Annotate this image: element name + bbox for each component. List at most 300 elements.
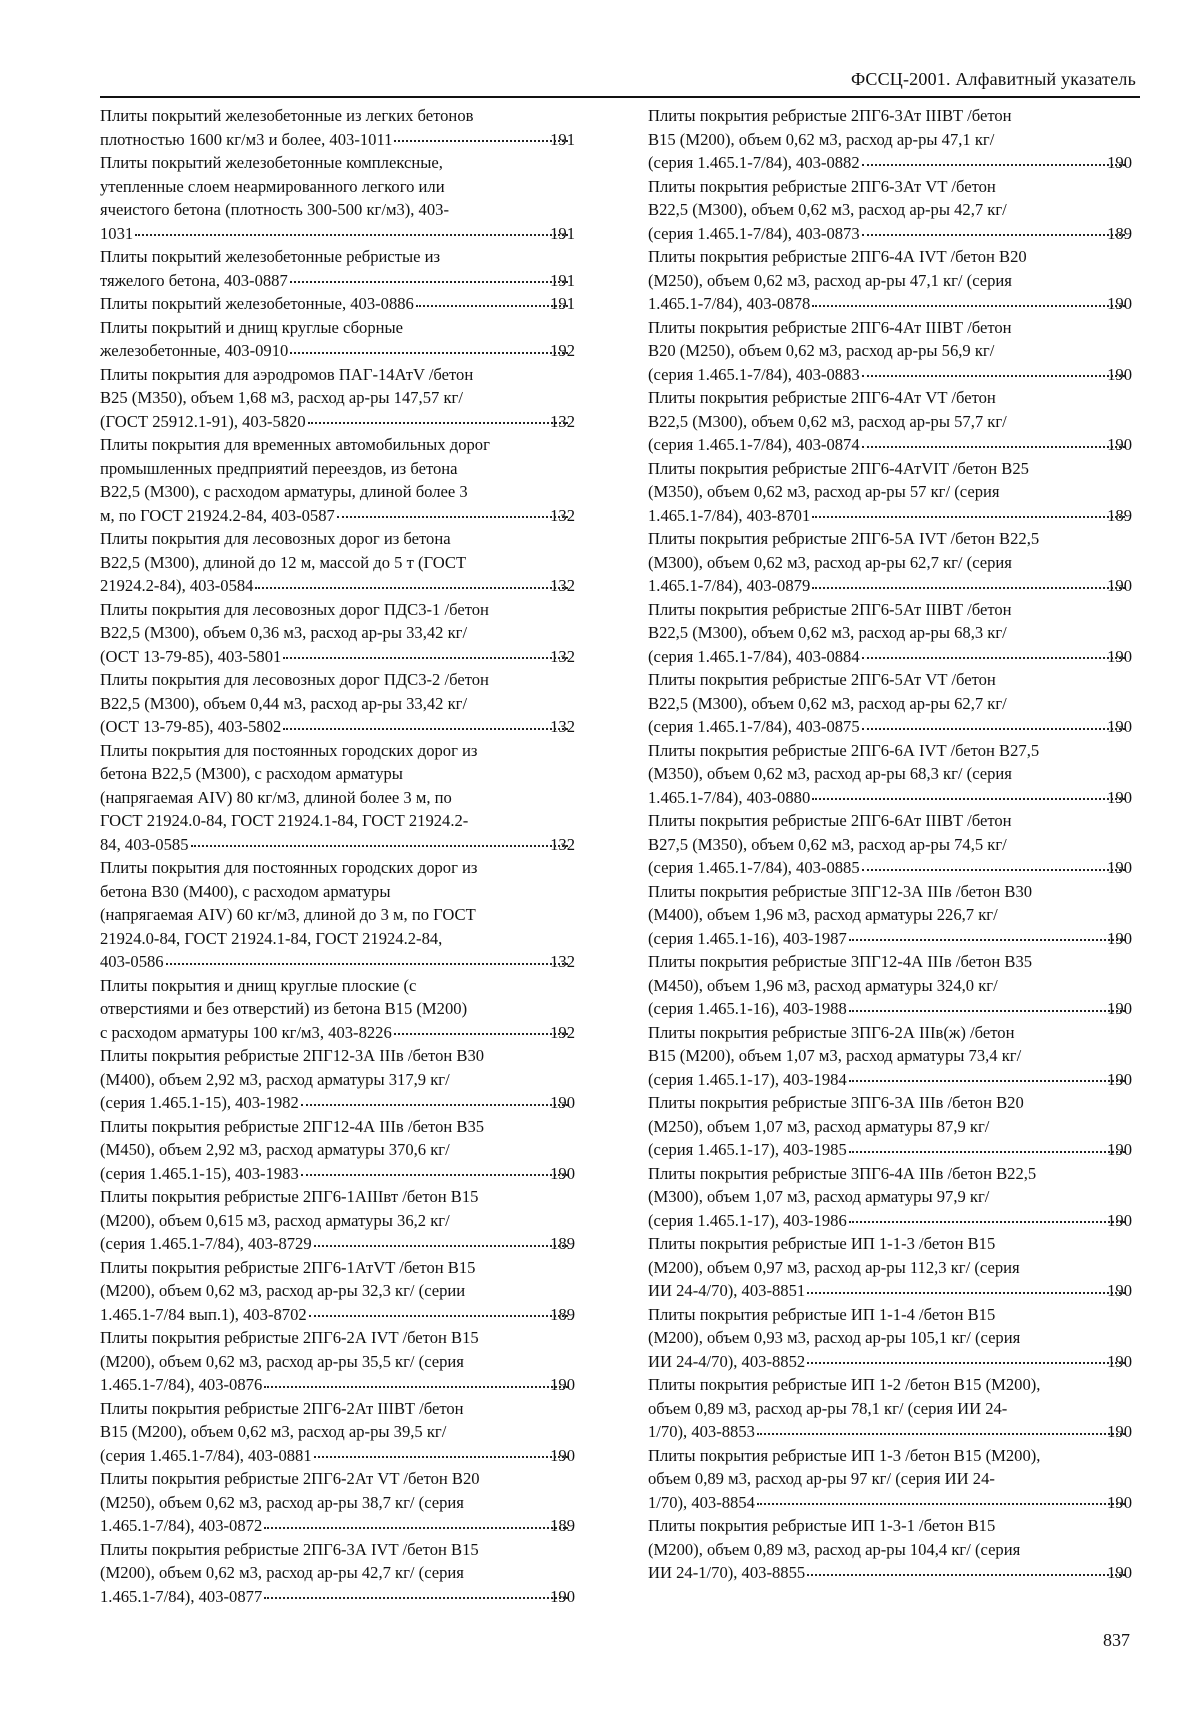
index-entry <box>648 175 1132 246</box>
entry-line: 1.465.1-7/84), 403-0878 <box>648 294 811 313</box>
dot-leader <box>807 1362 1125 1364</box>
dot-leader <box>394 1033 568 1035</box>
entry-last-line <box>100 645 575 669</box>
entry-line: Плиты покрытия ребристые 2ПГ12-3А IIIв /бетон B30 <box>100 1046 485 1065</box>
entry-last-line <box>100 1232 575 1256</box>
entry-page-ref: 189 <box>550 1304 575 1324</box>
index-entry <box>100 527 575 598</box>
dot-leader <box>812 305 1125 307</box>
dot-leader <box>264 1597 568 1599</box>
entry-page-ref: 132 <box>550 834 575 854</box>
entry-page-ref: 132 <box>550 717 575 736</box>
index-entry <box>648 386 1132 457</box>
entry-line: Плиты покрытия ребристые 2ПГ6-4А IVT /бетон B20 <box>648 247 1027 266</box>
entry-last-line <box>648 1561 1132 1585</box>
entry-line: тяжелого бетона, 403-0887 <box>100 270 288 290</box>
index-entry <box>648 1514 1132 1585</box>
index-entry <box>648 457 1132 528</box>
dot-leader <box>849 1010 1125 1012</box>
dot-leader <box>301 1174 568 1176</box>
entry-last-line <box>648 151 1132 175</box>
entry-line: Плиты покрытия ребристые ИП 1-1-3 /бетон B15 <box>648 1234 996 1253</box>
entry-page-ref: 191 <box>550 270 575 290</box>
dot-leader <box>394 140 568 142</box>
entry-line: 1.465.1-7/84), 403-0872 <box>100 1516 263 1535</box>
dot-leader <box>314 1456 568 1458</box>
dot-leader <box>264 1527 568 1529</box>
entry-last-line <box>100 1585 575 1609</box>
entry-page-ref: 190 <box>1107 1492 1132 1512</box>
entry-line: бетона B30 (M400), с расходом арматуры <box>100 881 391 901</box>
dot-leader <box>849 939 1125 941</box>
entry-last-line <box>648 292 1132 316</box>
entry-line: (серия 1.465.1-7/84), 403-0883 <box>648 364 860 384</box>
entry-line: B22,5 (M300), объем 0,62 м3, расход ар-ры 68,3 кг/ <box>648 623 1007 642</box>
dot-leader <box>264 1386 568 1388</box>
dot-leader <box>812 516 1125 518</box>
entry-page-ref: 191 <box>550 129 575 149</box>
entry-page-ref: 190 <box>1107 646 1132 666</box>
index-entry <box>100 151 575 245</box>
entry-line: (M400), объем 2,92 м3, расход арматуры 317,9 кг/ <box>100 1069 450 1089</box>
index-entry <box>100 363 575 434</box>
entry-page-ref: 189 <box>1107 505 1132 525</box>
entry-line: 1/70), 403-8854 <box>648 1492 755 1512</box>
entry-last-line <box>648 1350 1132 1374</box>
entry-page-ref: 190 <box>550 1586 575 1606</box>
entry-line: отверстиями и без отверстий) из бетона B15 (M200) <box>100 999 468 1018</box>
entry-page-ref: 190 <box>1107 1210 1132 1230</box>
index-column-left <box>100 104 575 1608</box>
entry-page-ref: 190 <box>550 1163 575 1183</box>
index-entry <box>648 950 1132 1021</box>
index-entry <box>100 1467 575 1538</box>
entry-line: (серия 1.465.1-17), 403-1985 <box>648 1140 847 1159</box>
entry-last-line <box>648 222 1132 246</box>
index-entry <box>648 245 1132 316</box>
index-entry <box>648 809 1132 880</box>
index-entry <box>100 668 575 739</box>
dot-leader <box>191 845 569 847</box>
dot-leader <box>807 1292 1125 1294</box>
entry-line: Плиты покрытия ребристые 2ПГ6-3Ат IIIВТ /бетон <box>648 106 1012 125</box>
dot-leader <box>308 422 568 424</box>
dot-leader <box>849 1221 1125 1223</box>
entry-line: B22,5 (M300), объем 0,62 м3, расход ар-ры 57,7 кг/ <box>648 411 1007 431</box>
entry-line: (M350), объем 0,62 м3, расход ар-ры 57 кг/ (серия <box>648 482 1000 501</box>
entry-line: B15 (M200), объем 0,62 м3, расход ар-ры 47,1 кг/ <box>648 129 995 149</box>
entry-page-ref: 190 <box>1107 1563 1132 1582</box>
index-entry <box>648 1091 1132 1162</box>
entry-last-line <box>648 645 1132 669</box>
entry-line: (ОСТ 13-79-85), 403-5802 <box>100 717 282 736</box>
entry-page-ref: 191 <box>550 294 575 313</box>
dot-leader <box>135 234 568 236</box>
page-header <box>100 66 1140 98</box>
entry-last-line <box>100 1091 575 1115</box>
index-entry <box>100 433 575 527</box>
entry-last-line <box>648 433 1132 457</box>
entry-line: B22,5 (M300), объем 0,62 м3, расход ар-ры 62,7 кг/ <box>648 693 1007 713</box>
dot-leader <box>862 164 1125 166</box>
entry-line: Плиты покрытия ребристые 2ПГ6-3Ат VT /бетон <box>648 176 996 196</box>
entry-line: Плиты покрытия для постоянных городских дорог из <box>100 858 478 877</box>
entry-line: Плиты покрытий и днищ круглые сборные <box>100 317 404 337</box>
index-entry <box>100 1538 575 1609</box>
dot-leader <box>862 728 1125 730</box>
entry-page-ref: 132 <box>550 505 575 525</box>
entry-line: Плиты покрытия ребристые ИП 1-3-1 /бетон B15 <box>648 1516 996 1535</box>
dot-leader <box>812 798 1125 800</box>
index-entry <box>100 245 575 292</box>
entry-line: Плиты покрытия ребристые 2ПГ6-4Ат IIIВТ /бетон <box>648 317 1012 337</box>
entry-line: (серия 1.465.1-7/84), 403-0873 <box>648 223 860 243</box>
entry-last-line <box>648 1209 1132 1233</box>
entry-page-ref: 190 <box>1107 294 1132 313</box>
entry-last-line <box>100 1373 575 1397</box>
entry-line: 21924.0-84, ГОСТ 21924.1-84, ГОСТ 21924.2-84, <box>100 928 443 948</box>
entry-line: Плиты покрытия ребристые ИП 1-1-4 /бетон B15 <box>648 1304 996 1324</box>
dot-leader <box>337 516 568 518</box>
entry-line: железобетонные, 403-0910 <box>100 341 289 360</box>
entry-page-ref: 189 <box>1107 223 1132 243</box>
entry-line: 1.465.1-7/84), 403-0879 <box>648 576 811 595</box>
entry-last-line <box>648 856 1132 880</box>
entry-line: (M200), объем 0,62 м3, расход ар-ры 32,3 кг/ (серии <box>100 1281 466 1300</box>
entry-line: (серия 1.465.1-7/84), 403-8729 <box>100 1234 312 1253</box>
index-entry <box>648 739 1132 810</box>
entry-line: (серия 1.465.1-7/84), 403-0885 <box>648 858 860 877</box>
entry-last-line <box>100 1444 575 1468</box>
entry-page-ref: 190 <box>1107 787 1132 807</box>
dot-leader <box>862 869 1125 871</box>
entry-line: ячеистого бетона (плотность 300-500 кг/м3), 403- <box>100 200 449 219</box>
entry-last-line <box>648 786 1132 810</box>
entry-line: ИИ 24-4/70), 403-8852 <box>648 1351 806 1371</box>
dot-leader <box>862 234 1125 236</box>
entry-page-ref: 190 <box>1107 364 1132 384</box>
index-entry <box>648 1373 1132 1444</box>
entry-page-ref: 190 <box>1107 1069 1132 1089</box>
entry-last-line <box>648 1491 1132 1515</box>
entry-last-line <box>100 222 575 246</box>
entry-line: Плиты покрытий железобетонные, 403-0886 <box>100 294 414 313</box>
entry-page-ref: 190 <box>1107 576 1132 595</box>
entry-line: Плиты покрытия для лесовозных дорог из бетона <box>100 529 451 548</box>
entry-line: B20 (M250), объем 0,62 м3, расход ар-ры 56,9 кг/ <box>648 341 995 360</box>
entry-line: (напрягаемая AIV) 60 кг/м3, длиной до 3 м, по ГОСТ <box>100 905 476 924</box>
dot-leader <box>757 1503 1125 1505</box>
entry-line: (серия 1.465.1-16), 403-1987 <box>648 928 847 948</box>
entry-line: 84, 403-0585 <box>100 834 189 854</box>
index-entry <box>648 1303 1132 1374</box>
entry-line: Плиты покрытий железобетонные комплексные, <box>100 153 443 172</box>
entry-page-ref: 190 <box>550 1093 575 1112</box>
entry-line: 1.465.1-7/84 вып.1), 403-8702 <box>100 1304 307 1324</box>
entry-last-line <box>648 927 1132 951</box>
entry-last-line <box>100 574 575 598</box>
entry-page-ref: 189 <box>550 1234 575 1253</box>
entry-last-line <box>648 504 1132 528</box>
entry-last-line <box>648 715 1132 739</box>
dot-leader <box>807 1574 1125 1576</box>
entry-page-ref: 190 <box>1107 717 1132 736</box>
index-entry <box>648 1232 1132 1303</box>
entry-line: Плиты покрытия ребристые 3ПГ6-4А IIIв /бетон B22,5 <box>648 1163 1037 1183</box>
entry-page-ref: 190 <box>1107 928 1132 948</box>
entry-line: (ГОСТ 25912.1-91), 403-5820 <box>100 411 306 431</box>
entry-line: (серия 1.465.1-17), 403-1984 <box>648 1069 847 1089</box>
entry-page-ref: 132 <box>550 576 575 595</box>
entry-page-ref: 132 <box>550 952 575 971</box>
entry-page-ref: 190 <box>1107 1351 1132 1371</box>
entry-line: Плиты покрытия ребристые 3ПГ12-4А IIIв /бетон B35 <box>648 952 1033 971</box>
entry-line: Плиты покрытия ребристые 2ПГ6-3А IVT /бетон B15 <box>100 1539 479 1559</box>
entry-last-line <box>100 269 575 293</box>
dot-leader <box>283 728 568 730</box>
entry-line: (M450), объем 1,96 м3, расход арматуры 324,0 кг/ <box>648 975 998 995</box>
entry-last-line <box>100 504 575 528</box>
entry-line: Плиты покрытия ребристые 2ПГ6-4АтVIT /бетон B25 <box>648 458 1029 478</box>
entry-line: Плиты покрытия ребристые 2ПГ6-6Ат IIIВТ /бетон <box>648 811 1012 830</box>
entry-last-line <box>100 833 575 857</box>
entry-page-ref: 190 <box>550 1445 575 1465</box>
entry-page-ref: 192 <box>550 1022 575 1042</box>
entry-line: B15 (M200), объем 0,62 м3, расход ар-ры 39,5 кг/ <box>100 1422 447 1441</box>
entry-line: 1.465.1-7/84), 403-0876 <box>100 1375 263 1394</box>
entry-line: бетона B22,5 (M300), с расходом арматуры <box>100 764 403 783</box>
entry-line: объем 0,89 м3, расход ар-ры 78,1 кг/ (серия ИИ 24- <box>648 1398 1008 1418</box>
entry-line: Плиты покрытия ребристые 2ПГ6-5А IVT /бетон B22,5 <box>648 529 1040 548</box>
entry-line: B15 (M200), объем 1,07 м3, расход арматуры 73,4 кг/ <box>648 1046 1022 1065</box>
entry-line: промышленных предприятий переездов, из бетона <box>100 458 458 478</box>
index-entry <box>648 880 1132 951</box>
entry-page-ref: 189 <box>550 1516 575 1535</box>
dot-leader <box>862 657 1125 659</box>
index-entry <box>648 1021 1132 1092</box>
entry-last-line <box>648 997 1132 1021</box>
entry-line: B27,5 (M350), объем 0,62 м3, расход ар-ры 74,5 кг/ <box>648 834 1007 854</box>
entry-page-ref: 132 <box>550 411 575 431</box>
entry-line: (серия 1.465.1-7/84), 403-0882 <box>648 153 860 172</box>
entry-page-ref: 190 <box>1107 858 1132 877</box>
entry-line: (M250), объем 1,07 м3, расход арматуры 87,9 кг/ <box>648 1116 990 1136</box>
entry-line: Плиты покрытия для постоянных городских дорог из <box>100 740 478 760</box>
entry-line: Плиты покрытия ребристые 2ПГ6-2Ат VT /бетон B20 <box>100 1469 480 1488</box>
entry-line: ИИ 24-1/70), 403-8855 <box>648 1563 806 1582</box>
entry-line: 1.465.1-7/84), 403-8701 <box>648 505 811 525</box>
entry-line: Плиты покрытия ребристые 2ПГ6-5Ат VT /бетон <box>648 670 996 689</box>
entry-line: (серия 1.465.1-15), 403-1982 <box>100 1093 299 1112</box>
entry-line: 21924.2-84), 403-0584 <box>100 576 254 595</box>
entry-last-line <box>648 1138 1132 1162</box>
dot-leader <box>862 446 1125 448</box>
index-entry <box>100 1326 575 1397</box>
entry-line: (серия 1.465.1-16), 403-1988 <box>648 999 847 1018</box>
entry-line: B22,5 (M300), объем 0,36 м3, расход ар-ры 33,42 кг/ <box>100 623 468 642</box>
entry-line: B22,5 (M300), объем 0,62 м3, расход ар-ры 42,7 кг/ <box>648 200 1007 219</box>
index-entry <box>648 1162 1132 1233</box>
entry-line: с расходом арматуры 100 кг/м3, 403-8226 <box>100 1022 392 1042</box>
entry-line: Плиты покрытия ребристые ИП 1-3 /бетон B15 (M200), <box>648 1445 1041 1465</box>
entry-last-line <box>100 292 575 316</box>
entry-line: плотностью 1600 кг/м3 и более, 403-1011 <box>100 129 393 149</box>
entry-line: (серия 1.465.1-17), 403-1986 <box>648 1210 847 1230</box>
index-entry <box>100 739 575 857</box>
index-entry <box>100 1185 575 1256</box>
index-entry <box>100 1115 575 1186</box>
entry-line: Плиты покрытия ребристые 2ПГ6-1АIIIвт /бетон B15 <box>100 1187 479 1206</box>
entry-line: объем 0,89 м3, расход ар-ры 97 кг/ (серия ИИ 24- <box>648 1469 995 1488</box>
index-entry <box>648 527 1132 598</box>
index-entry <box>100 974 575 1045</box>
entry-line: Плиты покрытия ребристые 2ПГ6-1АтVT /бетон B15 <box>100 1257 476 1277</box>
entry-line: (серия 1.465.1-7/84), 403-0874 <box>648 435 860 454</box>
dot-leader <box>290 281 568 283</box>
index-entry <box>100 1256 575 1327</box>
entry-last-line <box>648 363 1132 387</box>
entry-line: (M300), объем 1,07 м3, расход арматуры 97,9 кг/ <box>648 1187 990 1206</box>
entry-last-line <box>648 1068 1132 1092</box>
dot-leader <box>862 375 1125 377</box>
entry-line: (M200), объем 0,62 м3, расход ар-ры 42,7 кг/ (серия <box>100 1563 464 1582</box>
entry-line: B22,5 (M300), длиной до 12 м, массой до 5 т (ГОСТ <box>100 552 467 572</box>
entry-line: Плиты покрытия ребристые 2ПГ12-4А IIIв /бетон B35 <box>100 1116 485 1136</box>
dot-leader <box>849 1151 1125 1153</box>
entry-line: (M450), объем 2,92 м3, расход арматуры 370,6 кг/ <box>100 1140 450 1159</box>
entry-last-line <box>100 950 575 974</box>
entry-last-line <box>648 1279 1132 1303</box>
entry-last-line <box>100 1303 575 1327</box>
entry-line: Плиты покрытий железобетонные ребристые из <box>100 247 441 266</box>
index-entry <box>100 316 575 363</box>
entry-line: B22,5 (M300), с расходом арматуры, длиной более 3 <box>100 482 468 501</box>
entry-line: 403-0586 <box>100 952 164 971</box>
entry-last-line <box>648 1420 1132 1444</box>
entry-line: (M250), объем 0,62 м3, расход ар-ры 47,1 кг/ (серия <box>648 270 1012 290</box>
entry-line: (серия 1.465.1-15), 403-1983 <box>100 1163 299 1183</box>
entry-line: (M350), объем 0,62 м3, расход ар-ры 68,3 кг/ (серия <box>648 764 1012 783</box>
entry-last-line <box>100 715 575 739</box>
entry-line: утепленные слоем неармированного легкого или <box>100 176 445 196</box>
index-column-right <box>648 104 1132 1585</box>
entry-line: м, по ГОСТ 21924.2-84, 403-0587 <box>100 505 335 525</box>
index-entry <box>100 104 575 151</box>
index-entry <box>100 1397 575 1468</box>
entry-line: Плиты покрытия ребристые 3ПГ6-2А IIIв(ж) /бетон <box>648 1022 1015 1042</box>
dot-leader <box>416 305 568 307</box>
entry-line: (M200), объем 0,62 м3, расход ар-ры 35,5 кг/ (серия <box>100 1351 464 1371</box>
header-title: ФССЦ-2001. Алфавитный указатель <box>850 69 1136 89</box>
entry-page-ref: 190 <box>1107 153 1132 172</box>
entry-line: Плиты покрытия ребристые 2ПГ6-2А IVT /бетон B15 <box>100 1328 479 1347</box>
dot-leader <box>314 1245 568 1247</box>
dot-leader <box>849 1080 1125 1082</box>
entry-last-line <box>648 574 1132 598</box>
entry-line: (серия 1.465.1-7/84), 403-0875 <box>648 717 860 736</box>
dot-leader <box>166 963 569 965</box>
entry-last-line <box>100 1162 575 1186</box>
entry-line: Плиты покрытия ребристые 2ПГ6-5Ат IIIВТ /бетон <box>648 599 1012 619</box>
entry-page-ref: 192 <box>550 341 575 360</box>
index-entry <box>100 598 575 669</box>
entry-page-ref: 190 <box>1107 999 1132 1018</box>
entry-line: ИИ 24-4/70), 403-8851 <box>648 1281 806 1300</box>
entry-line: Плиты покрытия ребристые 3ПГ6-3А IIIв /бетон B20 <box>648 1093 1024 1112</box>
dot-leader <box>283 657 568 659</box>
dot-leader <box>255 587 568 589</box>
entry-line: (M200), объем 0,89 м3, расход ар-ры 104,4 кг/ (серия <box>648 1539 1021 1559</box>
entry-line: (ОСТ 13-79-85), 403-5801 <box>100 646 282 666</box>
entry-line: B25 (M350), объем 1,68 м3, расход ар-ры 147,57 кг/ <box>100 388 463 407</box>
entry-line: Плиты покрытия для лесовозных дорог ПДС3-1 /бетон <box>100 599 489 619</box>
entry-line: (серия 1.465.1-7/84), 403-0884 <box>648 646 860 666</box>
entry-line: Плиты покрытий железобетонные из легких бетонов <box>100 106 474 125</box>
entry-last-line <box>100 128 575 152</box>
index-entry <box>648 316 1132 387</box>
entry-line: Плиты покрытия ребристые 3ПГ12-3А IIIв /бетон B30 <box>648 881 1033 901</box>
entry-page-ref: 190 <box>1107 435 1132 454</box>
entry-last-line <box>100 1514 575 1538</box>
index-entry <box>648 104 1132 175</box>
entry-line: 1031 <box>100 223 134 243</box>
index-entry <box>100 1044 575 1115</box>
entry-last-line <box>100 410 575 434</box>
entry-line: 1/70), 403-8853 <box>648 1422 755 1441</box>
entry-page-ref: 190 <box>1107 1281 1132 1300</box>
entry-line: Плиты покрытия ребристые 2ПГ6-4Ат VT /бетон <box>648 388 996 407</box>
dot-leader <box>812 587 1125 589</box>
entry-line: 1.465.1-7/84), 403-0877 <box>100 1586 263 1606</box>
index-entry <box>648 598 1132 669</box>
entry-line: (M250), объем 0,62 м3, расход ар-ры 38,7 кг/ (серия <box>100 1492 464 1512</box>
entry-page-ref: 191 <box>550 223 575 243</box>
entry-last-line <box>100 339 575 363</box>
entry-page-ref: 190 <box>550 1375 575 1394</box>
entry-line: (напрягаемая AIV) 80 кг/м3, длиной более 3 м, по <box>100 787 452 807</box>
entry-last-line <box>100 1021 575 1045</box>
dot-leader <box>757 1433 1125 1435</box>
entry-line: Плиты покрытия ребристые 2ПГ6-2Ат IIIВТ /бетон <box>100 1398 464 1418</box>
entry-line: (серия 1.465.1-7/84), 403-0881 <box>100 1445 312 1465</box>
index-entry <box>648 1444 1132 1515</box>
page-number: 837 <box>1103 1630 1130 1650</box>
entry-line: B22,5 (M300), объем 0,44 м3, расход ар-ры 33,42 кг/ <box>100 693 468 713</box>
entry-line: Плиты покрытия для аэродромов ПАГ-14АтV /бетон <box>100 364 474 384</box>
entry-line: (M400), объем 1,96 м3, расход арматуры 226,7 кг/ <box>648 905 998 924</box>
index-entry <box>100 856 575 974</box>
index-entry <box>100 292 575 316</box>
entry-line: (M200), объем 0,97 м3, расход ар-ры 112,3 кг/ (серия <box>648 1257 1020 1277</box>
entry-line: Плиты покрытия для временных автомобильных дорог <box>100 435 490 454</box>
entry-line: Плиты покрытия и днищ круглые плоские (с <box>100 975 417 995</box>
dot-leader <box>290 352 568 354</box>
dot-leader <box>309 1315 568 1317</box>
entry-page-ref: 132 <box>550 646 575 666</box>
entry-line: ГОСТ 21924.0-84, ГОСТ 21924.1-84, ГОСТ 21924.2- <box>100 811 469 830</box>
dot-leader <box>301 1104 568 1106</box>
entry-line: (M200), объем 0,615 м3, расход арматуры 36,2 кг/ <box>100 1210 450 1230</box>
entry-line: Плиты покрытия ребристые ИП 1-2 /бетон B15 (M200), <box>648 1375 1041 1394</box>
index-entry <box>648 668 1132 739</box>
entry-page-ref: 190 <box>1107 1422 1132 1441</box>
entry-line: Плиты покрытия для лесовозных дорог ПДС3-2 /бетон <box>100 670 489 689</box>
entry-line: 1.465.1-7/84), 403-0880 <box>648 787 811 807</box>
entry-line: (M300), объем 0,62 м3, расход ар-ры 62,7 кг/ (серия <box>648 552 1012 572</box>
entry-line: Плиты покрытия ребристые 2ПГ6-6А IVT /бетон B27,5 <box>648 740 1040 760</box>
entry-page-ref: 190 <box>1107 1140 1132 1159</box>
entry-line: (M200), объем 0,93 м3, расход ар-ры 105,1 кг/ (серия <box>648 1328 1021 1347</box>
